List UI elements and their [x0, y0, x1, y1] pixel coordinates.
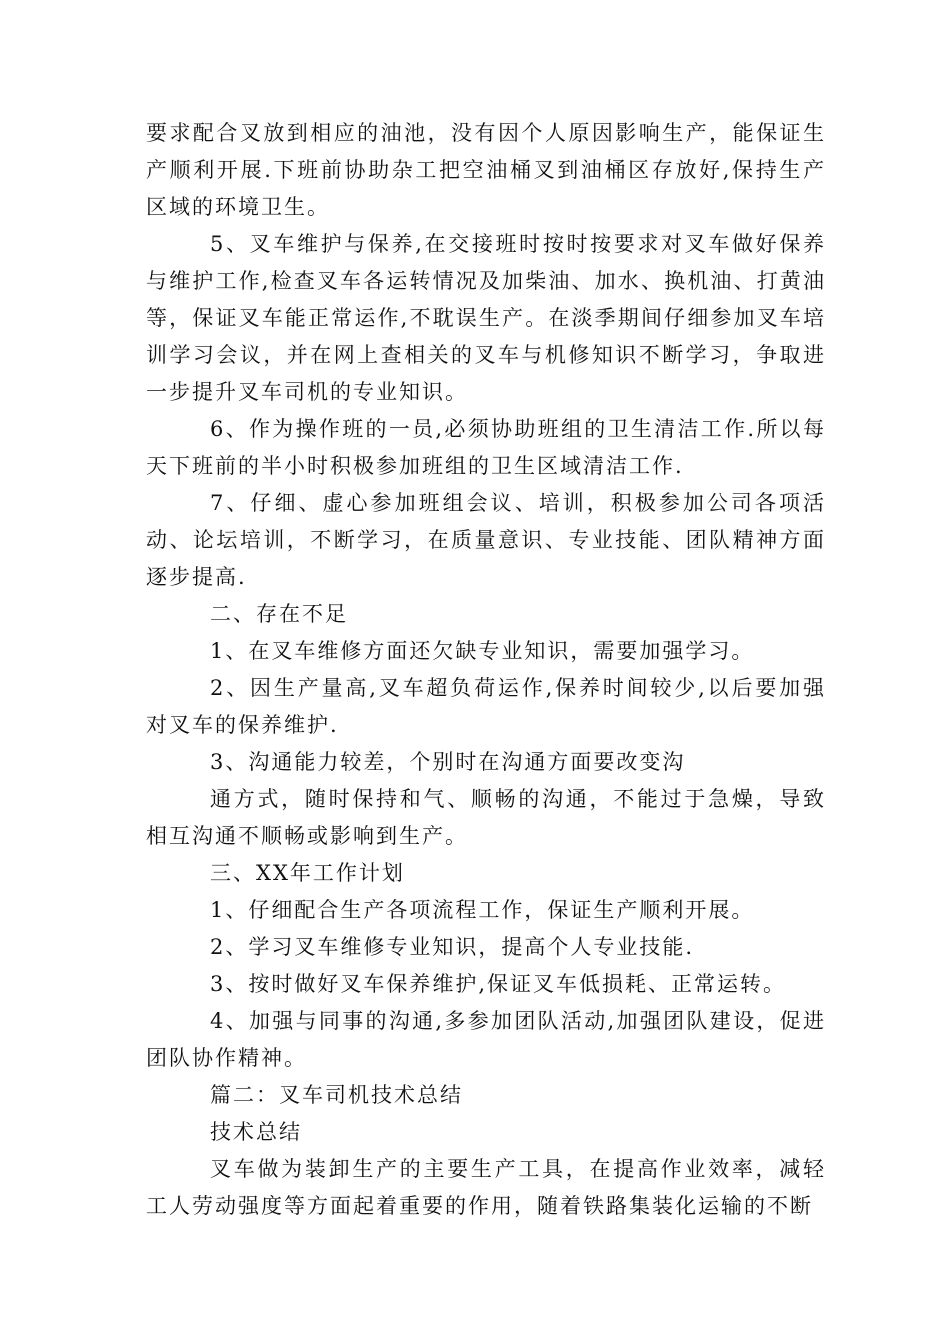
- section-heading: 二、存在不足: [210, 602, 348, 626]
- paragraph: 3、按时做好叉车保养维护,保证叉车低损耗、正常运转。: [210, 972, 787, 996]
- paragraph: 2、学习叉车维修专业知识，提高个人专业技能.: [210, 935, 695, 959]
- paragraph: 5、叉车维护与保养,在交接班时按时按要求对叉车做好保养与维护工作,检查叉车各运转情况及加柴油、加水、换机油、打黄油等，保证叉车能正常运作,不耽误生产。在淡季期间仔细参加叉车培训学习会议，并在网上查相关的叉车与机修知识不断学习，争取进一步提升叉车司机的专业知识。: [146, 232, 826, 404]
- subheading: 技术总结: [210, 1120, 302, 1144]
- paragraph: 通方式，随时保持和气、顺畅的沟通，不能过于急燥，导致相互沟通不顺畅或影响到生产。: [146, 787, 826, 848]
- document-body: [146, 115, 826, 1225]
- paragraph: 7、仔细、虚心参加班组会议、培训，积极参加公司各项活动、论坛培训，不断学习，在质量意识、专业技能、团队精神方面逐步提高.: [146, 491, 826, 589]
- paragraph: 3、沟通能力较差，个别时在沟通方面要改变沟: [210, 750, 686, 774]
- paragraph: 6、作为操作班的一员,必须协助班组的卫生清洁工作.所以每天下班前的半小时积极参加班组的卫生区域清洁工作.: [146, 417, 826, 478]
- paragraph: 要求配合叉放到相应的油池，没有因个人原因影响生产，能保证生产顺利开展.下班前协助杂工把空油桶叉到油桶区存放好,保持生产区域的环境卫生。: [146, 121, 826, 219]
- paragraph: 叉车做为装卸生产的主要生产工具，在提高作业效率，减轻工人劳动强度等方面起着重要的作用，随着铁路集装化运输的不断: [146, 1157, 826, 1218]
- paragraph: 4、加强与同事的沟通,多参加团队活动,加强团队建设，促进团队协作精神。: [146, 1009, 826, 1070]
- paragraph: 1、在叉车维修方面还欠缺专业知识，需要加强学习。: [210, 639, 755, 663]
- section-heading: 三、XX年工作计划: [210, 861, 405, 885]
- paragraph: 2、因生产量高,叉车超负荷运作,保养时间较少,以后要加强对叉车的保养维护.: [146, 676, 826, 737]
- paragraph: 1、仔细配合生产各项流程工作，保证生产顺利开展。: [210, 898, 755, 922]
- section-heading: 篇二：叉车司机技术总结: [210, 1083, 463, 1107]
